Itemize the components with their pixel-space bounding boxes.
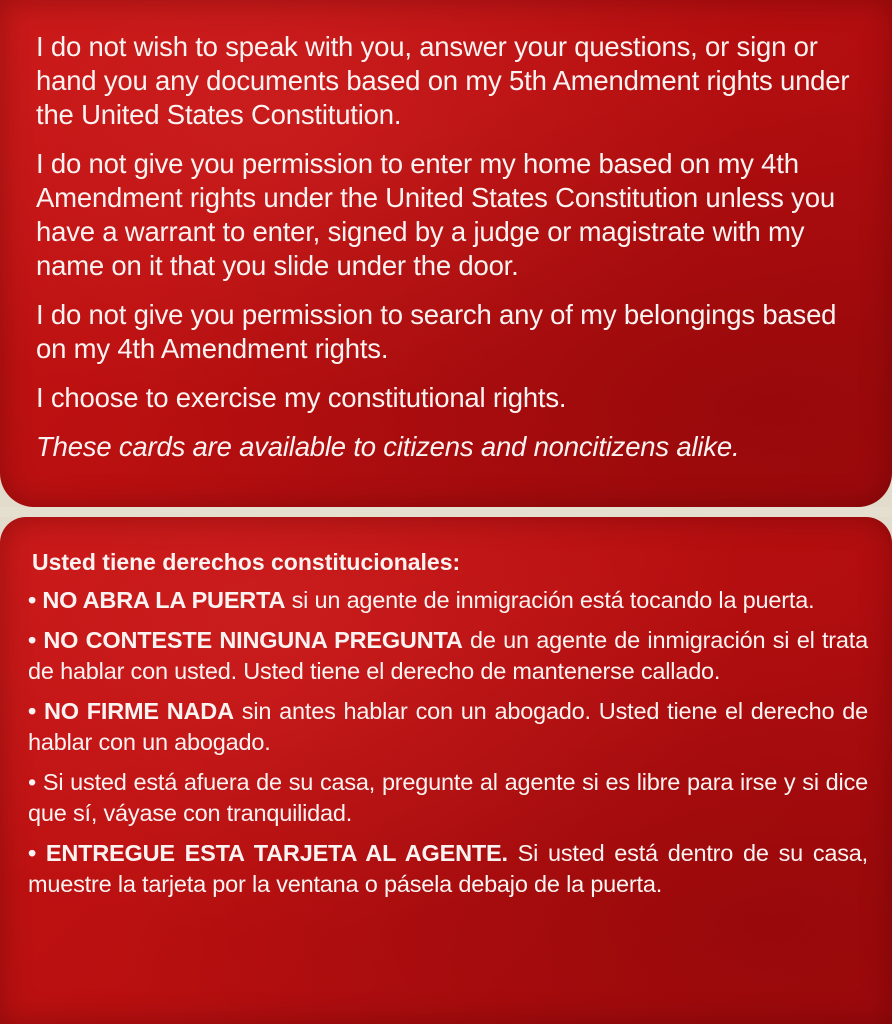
paragraph-search: I do not give you permission to search any of my belongings based on my 4th Amendment rights. [36, 299, 837, 364]
rights-card-english [0, 0, 892, 507]
bullet-item [28, 767, 868, 829]
card-gap [0, 507, 892, 517]
bullet-bold-text: • ENTREGUE ESTA TARJETA AL AGENTE. [28, 840, 508, 866]
bullet-item [28, 696, 868, 758]
paragraph-home-entry: I do not give you permission to enter my home based on my 4th Amendment rights under the United States Constitution unless you have a warrant to enter, signed by a judge or magistrate with my name on it that you slide under the door. [36, 148, 835, 281]
bullet-bold-text: • NO CONTESTE NINGUNA PREGUNTA [28, 627, 463, 653]
spanish-heading: Usted tiene derechos constitucionales: [32, 549, 461, 575]
bullet-text: Si usted está dentro de su casa, muestre la tarjeta por la ventana o pásela debajo de la puerta. [28, 840, 868, 897]
bullet-item [28, 625, 868, 687]
rights-card-spanish [0, 517, 892, 1024]
bullet-item [28, 838, 868, 900]
bullet-text: sin antes hablar con un abogado. Usted tiene el derecho de hablar con un abogado. [28, 698, 868, 755]
bullet-text: si un agente de inmigración está tocando la puerta. [285, 587, 815, 613]
bullet-text: de un agente de inmigración si el trata de hablar con usted. Usted tiene el derecho de mantenerse callado. [28, 627, 868, 684]
bullet-text: • Si usted está afuera de su casa, pregunte al agente si es libre para irse y si dice que sí, váyase con tranquilidad. [28, 769, 868, 826]
bullet-item [28, 585, 868, 616]
bullet-bold-text: • NO FIRME NADA [28, 698, 234, 724]
bullet-bold-text: • NO ABRA LA PUERTA [28, 587, 286, 613]
availability-note: These cards are available to citizens and noncitizens alike. [36, 431, 740, 462]
paragraph-exercise-rights: I choose to exercise my constitutional rights. [36, 382, 567, 413]
paragraph-fifth-amendment: I do not wish to speak with you, answer your questions, or sign or hand you any documents based on my 5th Amendment rights under the United States Constitution. [36, 31, 850, 130]
